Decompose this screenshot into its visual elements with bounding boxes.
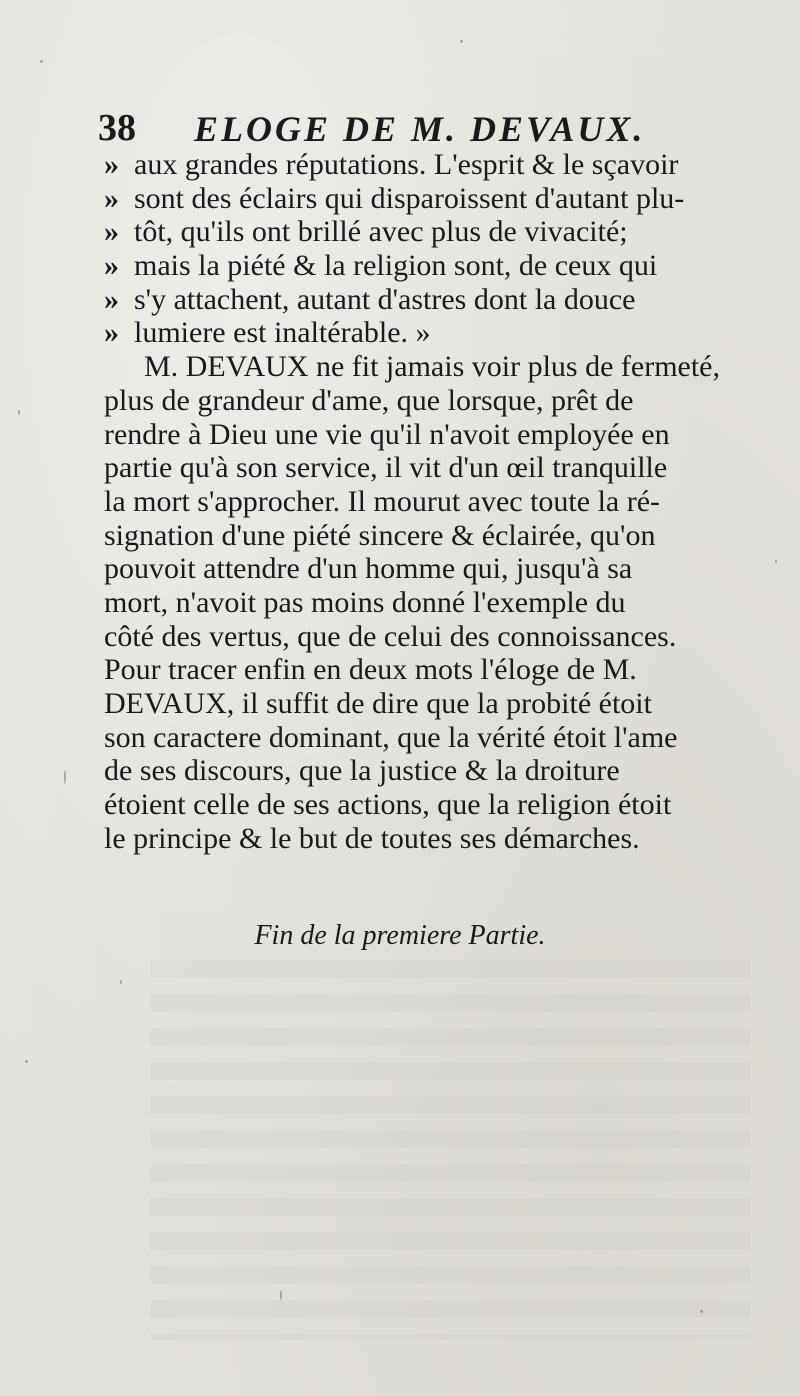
line-text: lumiere est inaltérable. » <box>134 316 431 350</box>
line-text: de ses discours, que la justice & la droiture <box>104 754 620 788</box>
line-text: sont des éclairs qui disparoissent d'autant plu- <box>134 181 685 215</box>
text-line <box>104 451 764 485</box>
paper-speck <box>40 60 43 63</box>
text-line <box>104 519 764 553</box>
paper-speck <box>18 410 20 415</box>
text-line <box>104 653 764 687</box>
end-of-part-note: Fin de la premiere Partie. <box>254 920 546 951</box>
quote-mark: » <box>104 316 119 350</box>
quote-mark: » <box>104 282 119 316</box>
running-title: ELOGE DE M. DEVAUX. <box>194 109 646 149</box>
quote-mark: » <box>104 249 119 283</box>
line-text: pouvoit attendre d'un homme qui, jusqu'à sa <box>104 552 633 586</box>
text-line <box>104 316 764 350</box>
line-text: le principe & le but de toutes ses démarches. <box>104 821 640 855</box>
line-text: rendre à Dieu une vie qu'il n'avoit employée en <box>104 417 670 451</box>
text-line <box>104 687 764 721</box>
body-text <box>104 148 764 855</box>
text-line <box>104 249 764 283</box>
text-line <box>104 552 764 586</box>
line-text: mais la piété & la religion sont, de ceux qui <box>134 249 658 283</box>
text-line <box>104 822 764 856</box>
text-line <box>104 754 764 788</box>
paper-speck <box>120 980 122 984</box>
text-line <box>104 384 764 418</box>
line-text: aux grandes réputations. L'esprit & le sçavoir <box>134 148 679 181</box>
paper-speck <box>25 1060 28 1063</box>
line-text: étoient celle de ses actions, que la religion étoit <box>104 788 672 822</box>
text-line <box>104 182 764 216</box>
line-text: s'y attachent, autant d'astres dont la douce <box>134 282 636 316</box>
line-text: DEVAUX, il suffit de dire que la probité étoit <box>104 687 652 720</box>
paper-speck <box>775 560 777 563</box>
line-text: M. DEVAUX ne fit jamais voir plus de fermeté, <box>144 350 720 384</box>
line-text: côté des vertus, que de celui des connoissances. <box>104 619 677 653</box>
quote-mark: » <box>104 148 119 181</box>
quote-mark: » <box>104 181 119 215</box>
text-line <box>104 586 764 620</box>
line-text: tôt, qu'ils ont brillé avec plus de vivacité; <box>134 215 628 249</box>
text-line <box>104 620 764 654</box>
line-text: mort, n'avoit pas moins donné l'exemple du <box>104 585 626 619</box>
paper-speck <box>460 40 463 43</box>
text-line <box>104 485 764 519</box>
line-text: la mort s'approcher. Il mourut avec toute la ré- <box>104 484 661 518</box>
line-text: plus de grandeur d'ame, que lorsque, prêt de <box>104 383 634 417</box>
text-line <box>104 721 764 755</box>
line-text: partie qu'à son service, il vit d'un œil tranquille <box>104 451 668 485</box>
text-line <box>104 788 764 822</box>
paper-speck <box>64 770 66 784</box>
bleed-through-shadow <box>150 960 750 1340</box>
text-line <box>104 148 764 182</box>
line-text: signation d'une piété sincere & éclairée, qu'on <box>104 518 656 552</box>
text-line <box>104 215 764 249</box>
page-number: 38 <box>98 107 136 149</box>
quote-mark: » <box>104 215 119 249</box>
text-line <box>104 350 764 384</box>
line-text: son caractere dominant, que la vérité étoit l'ame <box>104 720 678 754</box>
running-head <box>98 104 758 152</box>
text-line <box>104 418 764 452</box>
text-line <box>104 283 764 317</box>
line-text: Pour tracer enfin en deux mots l'éloge de M. <box>104 653 637 687</box>
